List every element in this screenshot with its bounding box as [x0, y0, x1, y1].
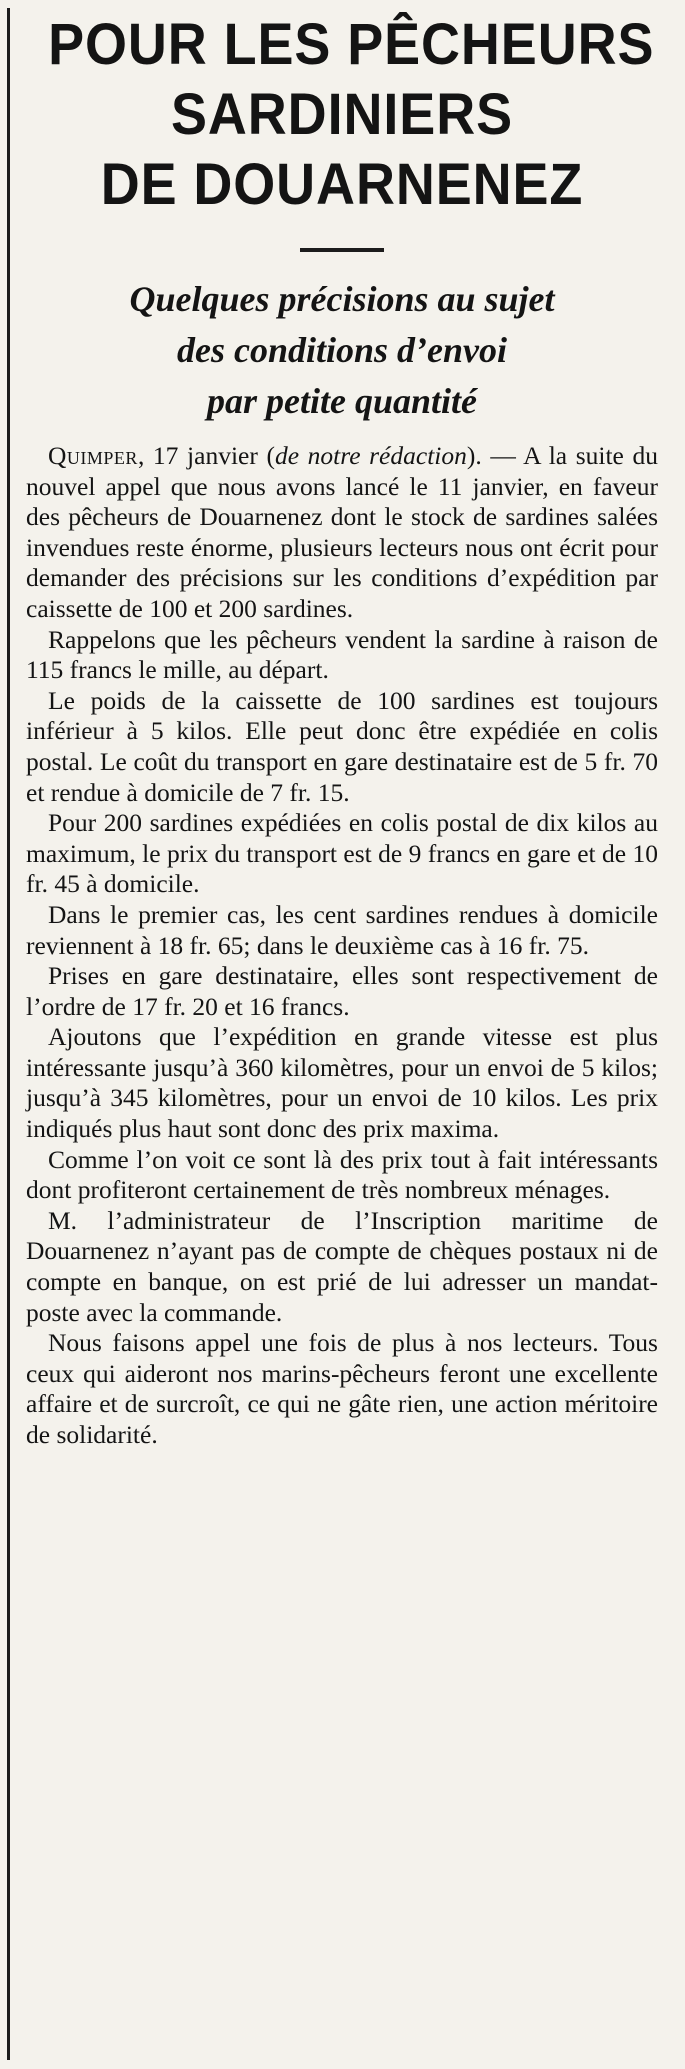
column-rule	[7, 8, 10, 2060]
lead-text: ). — A la suite du nouvel appel que nous avons lancé le 11 janvier, en faveur des pêcheurs de Douarnenez dont le stock de sardines salées invendues reste énorme, plusieurs lecteurs nous ont écrit pour demander des précisions sur les conditions d’expédition par caissette de 100 et 200 sardines.	[26, 441, 658, 623]
paragraph: Pour 200 sardines expédiées en colis postal de dix kilos au maximum, le prix du transport est de 9 francs en gare et de 10 fr. 45 à domicile.	[26, 808, 658, 899]
headline-line-3: DE DOUARNENEZ	[100, 152, 584, 217]
paragraph: Rappelons que les pêcheurs vendent la sardine à raison de 115 francs le mille, au départ.	[26, 624, 658, 685]
source-credit: de notre rédaction	[274, 441, 467, 470]
subheadline-line-3: par petite quantité	[207, 381, 477, 421]
subheadline-line-1: Quelques précisions au sujet	[129, 279, 555, 319]
subheadline	[26, 274, 658, 427]
paragraph: M. l’administrateur de l’Inscription maritime de Douarnenez n’ayant pas de compte de chèques postaux ni de compte en banque, on est prié de lui adresser un mandat-poste avec la commande.	[26, 1205, 658, 1327]
paragraph: Ajoutons que l’expédition en grande vitesse est plus intéressante jusqu’à 360 kilomètres, pour un envoi de 5 kilos; jusqu’à 345 kilomètres, pour un envoi de 10 kilos. Les prix indiqués plus haut sont donc des prix maxima.	[26, 1022, 658, 1144]
headline-separator	[300, 248, 384, 252]
lead-paragraph	[26, 441, 658, 625]
paragraph: Prises en gare destinataire, elles sont respectivement de l’ordre de 17 fr. 20 et 16 francs.	[26, 961, 658, 1021]
date: , 17 janvier (	[137, 441, 275, 470]
headline	[48, 10, 655, 220]
paragraph: Comme l’on voit ce sont là des prix tout à fait intéressants dont profiteront certainement de très nombreux ménages.	[26, 1144, 658, 1205]
headline-line-2: SARDINIERS	[171, 82, 513, 147]
article-body	[26, 441, 658, 1451]
headline-line-1: POUR LES PÊCHEURS	[48, 12, 655, 77]
paragraph: Le poids de la caissette de 100 sardines est toujours inférieur à 5 kilos. Elle peut donc être expédiée en colis postal. Le coût du transport en gare destinataire est de 5 fr. 70 et rendue à domicile de 7 fr. 15.	[26, 685, 658, 807]
article	[26, 10, 658, 1451]
dateline: Quimper	[48, 441, 138, 470]
subheadline-line-2: des conditions d’envoi	[177, 330, 507, 370]
paragraph: Dans le premier cas, les cent sardines rendues à domicile reviennent à 18 fr. 65; dans le deuxième cas à 16 fr. 75.	[26, 899, 658, 960]
paragraph: Nous faisons appel une fois de plus à nos lecteurs. Tous ceux qui aideront nos marins-pêcheurs feront une excellente affaire et de surcroît, ce qui ne gâte rien, une action méritoire de solidarité.	[26, 1328, 658, 1449]
